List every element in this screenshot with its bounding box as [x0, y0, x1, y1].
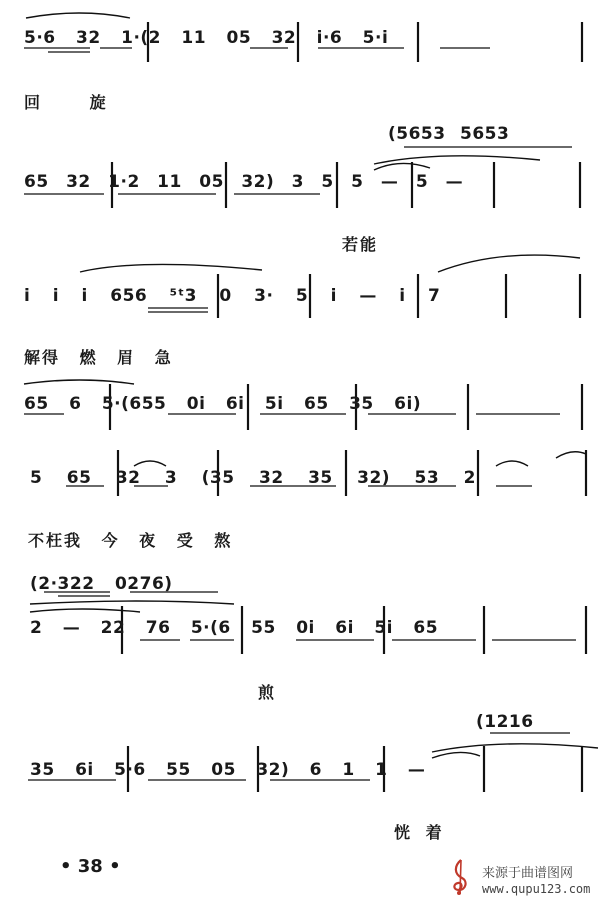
notation-row-3: i i i 656 ⁵ᵗ3 0 3· 5 i — i 7: [24, 286, 441, 306]
notation-row-2: 65 32 1·2 11 05 32) 3 5 5 — 5 —: [24, 172, 464, 192]
lyrics-row-5: 不枉我 今 夜 受 熬: [28, 531, 233, 550]
header-row-7: (1216: [476, 712, 534, 732]
watermark-text: 来源于曲谱图网: [482, 866, 574, 881]
lyrics-row-3: 解得 燃 眉 急: [24, 348, 173, 367]
header-row-2: (5653 5653: [388, 124, 510, 144]
notation-row-7: 35 6i 5·6 55 05 32) 6 1 1 —: [30, 760, 426, 780]
notation-row-6: 2 — 22 76 5·(6 55 0i 6i 5i 65: [30, 618, 439, 638]
lyrics-row-6: 煎: [258, 683, 277, 702]
header-row-6: (2·322 0276): [30, 574, 173, 594]
lyrics-row-1: 回 旋: [24, 93, 108, 112]
watermark-url: www.qupu123.com: [482, 882, 591, 896]
notation-row-1: 5·6 32 1·(2 11 05 32 i·6 5·i: [24, 28, 389, 48]
lyrics-row-7: 恍 着: [394, 823, 444, 842]
notation-row-5: 5 65 32 3 (35 32 35 32) 53 2: [30, 468, 476, 488]
page-number: • 38 •: [60, 856, 121, 877]
notation-row-4: 65 6 5·(655 0i 6i 5i 65 35 6i): [24, 394, 422, 414]
treble-clef-icon: [448, 858, 474, 896]
lyrics-row-2: 若能: [342, 235, 379, 254]
